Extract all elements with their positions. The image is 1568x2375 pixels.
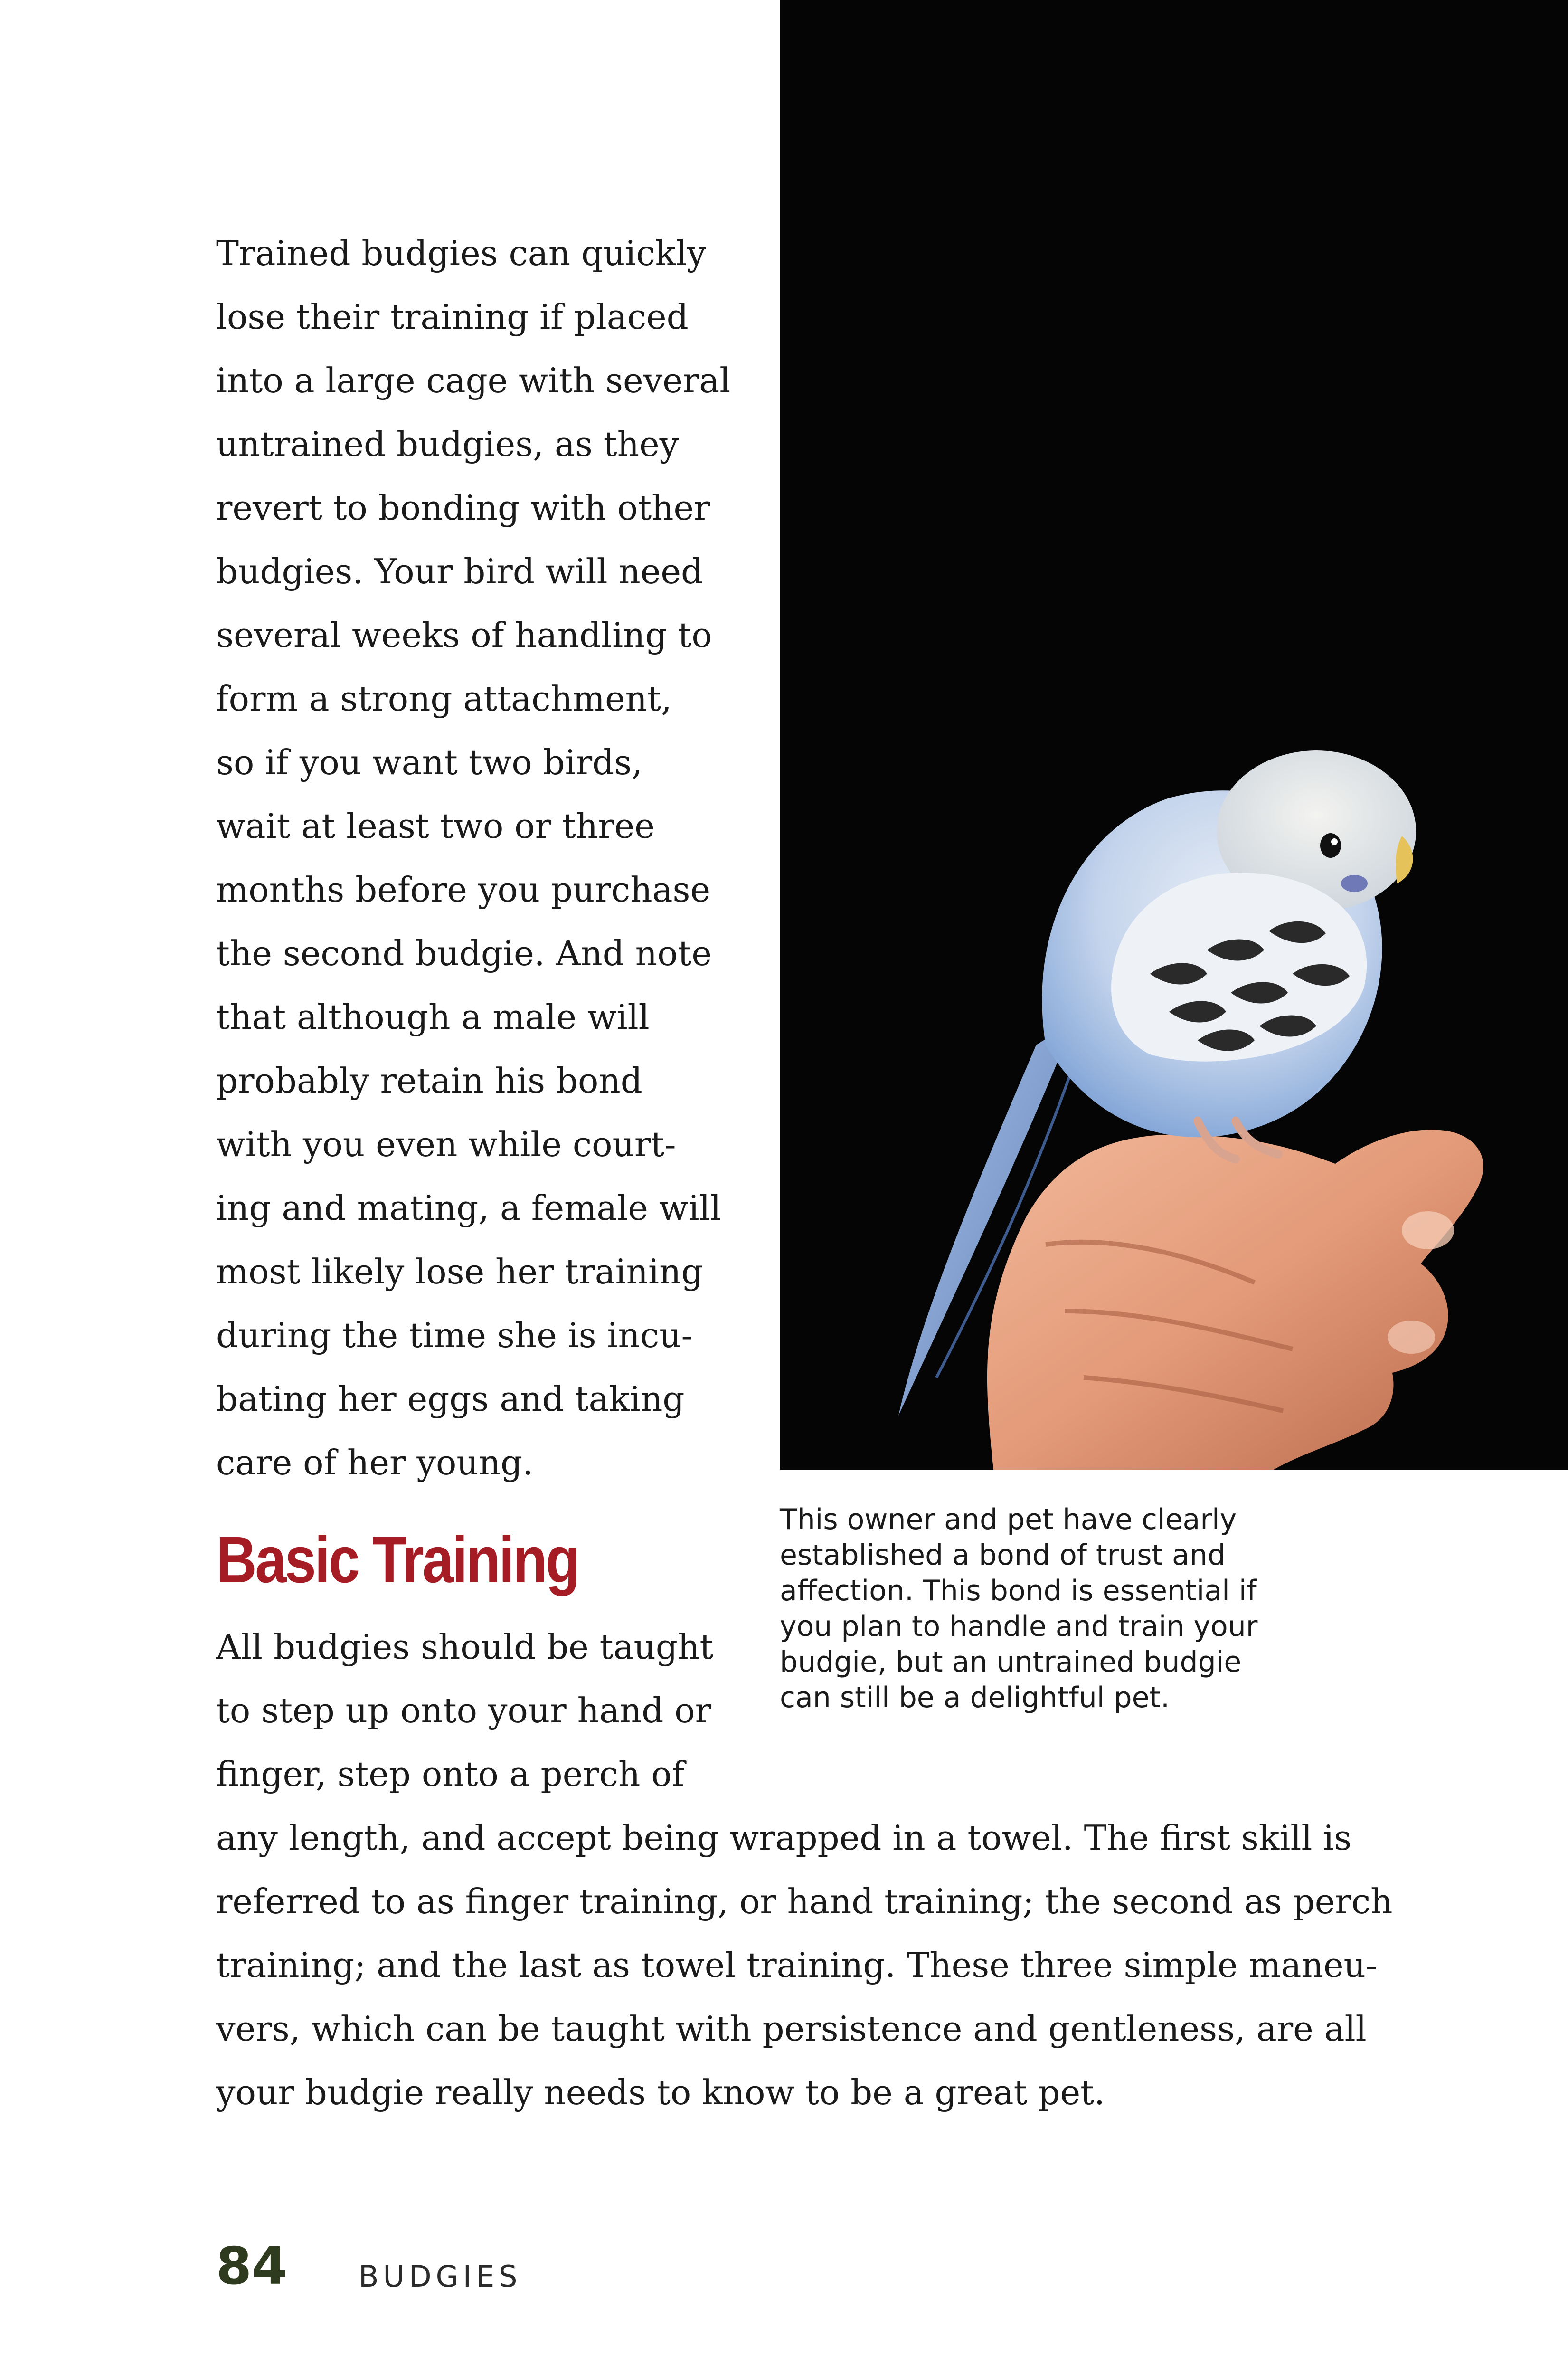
text-line: several weeks of handling to (216, 615, 712, 655)
text-line: into a large cage with several (216, 361, 731, 400)
body-paragraph-2-narrow (216, 1615, 713, 1806)
text-line: care of her young. (216, 1443, 534, 1482)
text-line: during the time she is incu- (216, 1315, 693, 1355)
page-number: 84 (216, 2237, 288, 2296)
text-line: budgies. Your bird will need (216, 551, 703, 591)
text-line: form a strong attachment, (216, 679, 672, 719)
text-line: Trained budgies can quickly (216, 233, 707, 273)
text-line: months before you purchase (216, 870, 711, 910)
caption-line: can still be a delightful pet. (780, 1681, 1170, 1714)
text-line: training; and the last as towel training. These three simple maneu- (216, 1945, 1378, 1985)
text-line: finger, step onto a perch of (216, 1754, 685, 1794)
caption-line: you plan to handle and train your (780, 1610, 1258, 1643)
caption-line: This owner and pet have clearly (780, 1503, 1237, 1536)
budgie-on-hand-illustration (780, 0, 1568, 1470)
text-line: most likely lose her training (216, 1252, 703, 1292)
body-paragraph-1 (216, 221, 730, 1494)
text-line: ing and mating, a female will (216, 1188, 721, 1228)
text-line: All budgies should be taught (216, 1627, 714, 1667)
text-line: probably retain his bond (216, 1061, 642, 1101)
text-line: so if you want two birds, (216, 742, 643, 782)
text-line: untrained budgies, as they (216, 424, 679, 464)
caption-line: affection. This bond is essential if (780, 1574, 1257, 1607)
text-line: the second budgie. And note (216, 933, 712, 973)
photo-caption (780, 1502, 1397, 1716)
text-line: that although a male will (216, 997, 650, 1037)
budgie-photo (780, 0, 1568, 1470)
body-paragraph-2-wide (216, 1806, 1393, 2124)
text-line: revert to bonding with other (216, 488, 710, 528)
text-line: your budgie really needs to know to be a great pet. (216, 2072, 1105, 2112)
caption-line: established a bond of trust and (780, 1539, 1226, 1572)
text-line: referred to as finger training, or hand training; the second as perch (216, 1881, 1393, 1921)
section-heading: Basic Training (216, 1523, 579, 1596)
text-line: bating her eggs and taking (216, 1379, 685, 1419)
text-line: vers, which can be taught with persistence and gentleness, are all (216, 2009, 1367, 2049)
caption-line: budgie, but an untrained budgie (780, 1645, 1242, 1679)
running-footer-title: BUDGIES (359, 2259, 522, 2294)
text-line: with you even while court- (216, 1124, 676, 1164)
text-line: wait at least two or three (216, 806, 655, 846)
text-line: to step up onto your hand or (216, 1691, 711, 1730)
text-line: lose their training if placed (216, 297, 689, 337)
text-line: any length, and accept being wrapped in a towel. The first skill is (216, 1818, 1352, 1858)
